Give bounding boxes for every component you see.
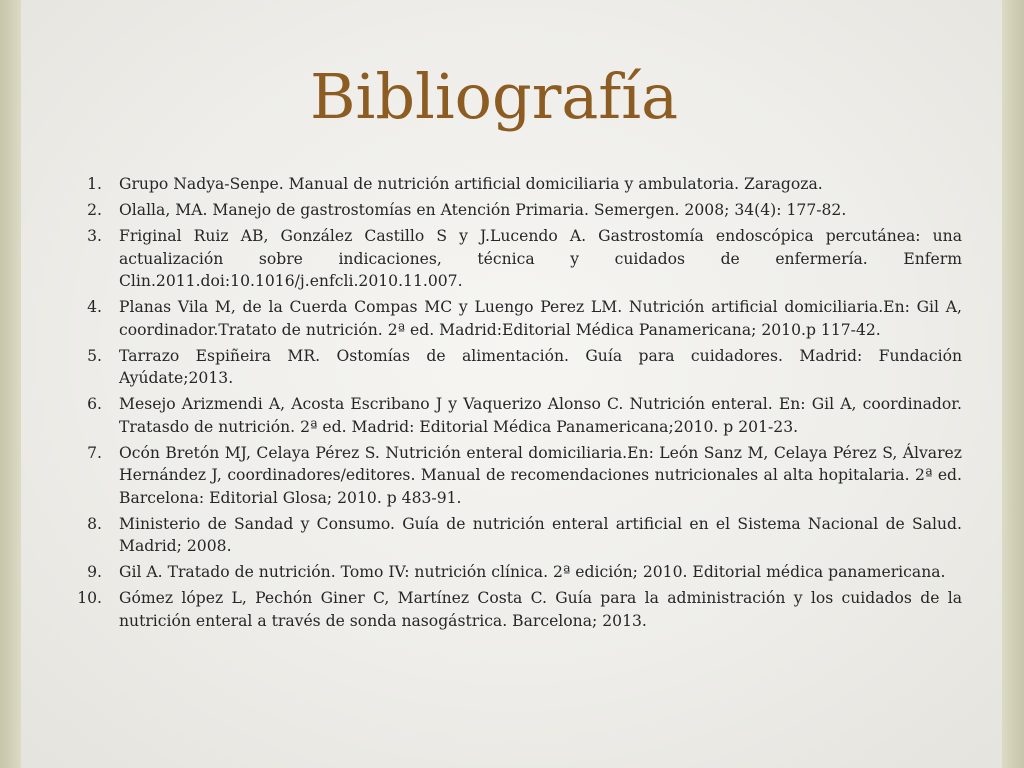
reference-item <box>62 173 962 196</box>
reference-item <box>62 225 962 293</box>
reference-item <box>62 442 962 510</box>
reference-list <box>62 173 962 636</box>
reference-text: Grupo Nadya-Senpe. Manual de nutrición artificial domiciliaria y ambulatoria. Zaragoza. <box>119 175 823 193</box>
reference-number: 9. <box>87 563 102 581</box>
reference-text: Ministerio de Sandad y Consumo. Guía de nutrición enteral artificial en el Sistema Nacional de Salud. Madrid; 2008. <box>119 514 962 555</box>
slide-title <box>0 56 1024 138</box>
reference-text: Mesejo Arizmendi A, Acosta Escribano J y Vaquerizo Alonso C. Nutrición enteral. En: Gil A, coordinador. Tratasdo de nutrición. 2ª ed. Madrid: Editorial Médica Panamericana;2010. p 201-23. <box>119 395 962 436</box>
reference-number: 5. <box>87 346 102 365</box>
reference-number: 10. <box>77 589 102 607</box>
reference-item <box>62 345 962 390</box>
reference-number: 8. <box>87 514 102 533</box>
reference-text: Ocón Bretón MJ, Celaya Pérez S. Nutrición enteral domiciliaria.En: León Sanz M, Celaya Pérez S, Álvarez Hernández J, coordinadores/editores. Manual de recomendaciones nutricionales al alta hopitalaria. 2ª ed. Barcelona: Editorial Glosa; 2010. p 483-91. <box>119 443 962 507</box>
slide-title-text: Bibliografía <box>309 60 679 133</box>
reference-item <box>62 393 962 438</box>
reference-text: Planas Vila M, de la Cuerda Compas MC y Luengo Perez LM. Nutrición artificial domiciliaria.En: Gil A, coordinador.Tratato de nutrición. 2ª ed. Madrid:Editorial Médica Panamericana; 2010.p 117-42. <box>119 298 962 339</box>
reference-text: Friginal Ruiz AB, González Castillo S y J.Lucendo A. Gastrostomía endoscópica percutánea: una actualización sobre indicaciones, técnica y cuidados de enfermería. Enferm Clin.2011.doi:10.1016/j.enfcli.2010.11.007. <box>119 227 962 290</box>
reference-item <box>62 561 962 584</box>
reference-number: 1. <box>87 175 102 193</box>
reference-item <box>62 199 962 222</box>
reference-text: Tarrazo Espiñeira MR. Ostomías de alimentación. Guía para cuidadores. Madrid: Fundación Ayúdate;2013. <box>119 346 962 387</box>
reference-text: Gil A. Tratado de nutrición. Tomo IV: nutrición clínica. 2ª edición; 2010. Editorial médica panamericana. <box>119 563 946 581</box>
reference-text: Olalla, MA. Manejo de gastrostomías en Atención Primaria. Semergen. 2008; 34(4): 177-82. <box>119 201 847 219</box>
reference-text: Gómez lópez L, Pechón Giner C, Martínez Costa C. Guía para la administración y los cuidados de la nutrición enteral a través de sonda nasogástrica. Barcelona; 2013. <box>119 589 962 630</box>
reference-number: 6. <box>87 395 102 413</box>
reference-item <box>62 296 962 341</box>
reference-number: 4. <box>87 298 102 316</box>
reference-number: 7. <box>87 443 102 462</box>
reference-number: 2. <box>87 201 102 219</box>
reference-number: 3. <box>87 227 102 245</box>
reference-item <box>62 587 962 632</box>
reference-item <box>62 513 962 558</box>
